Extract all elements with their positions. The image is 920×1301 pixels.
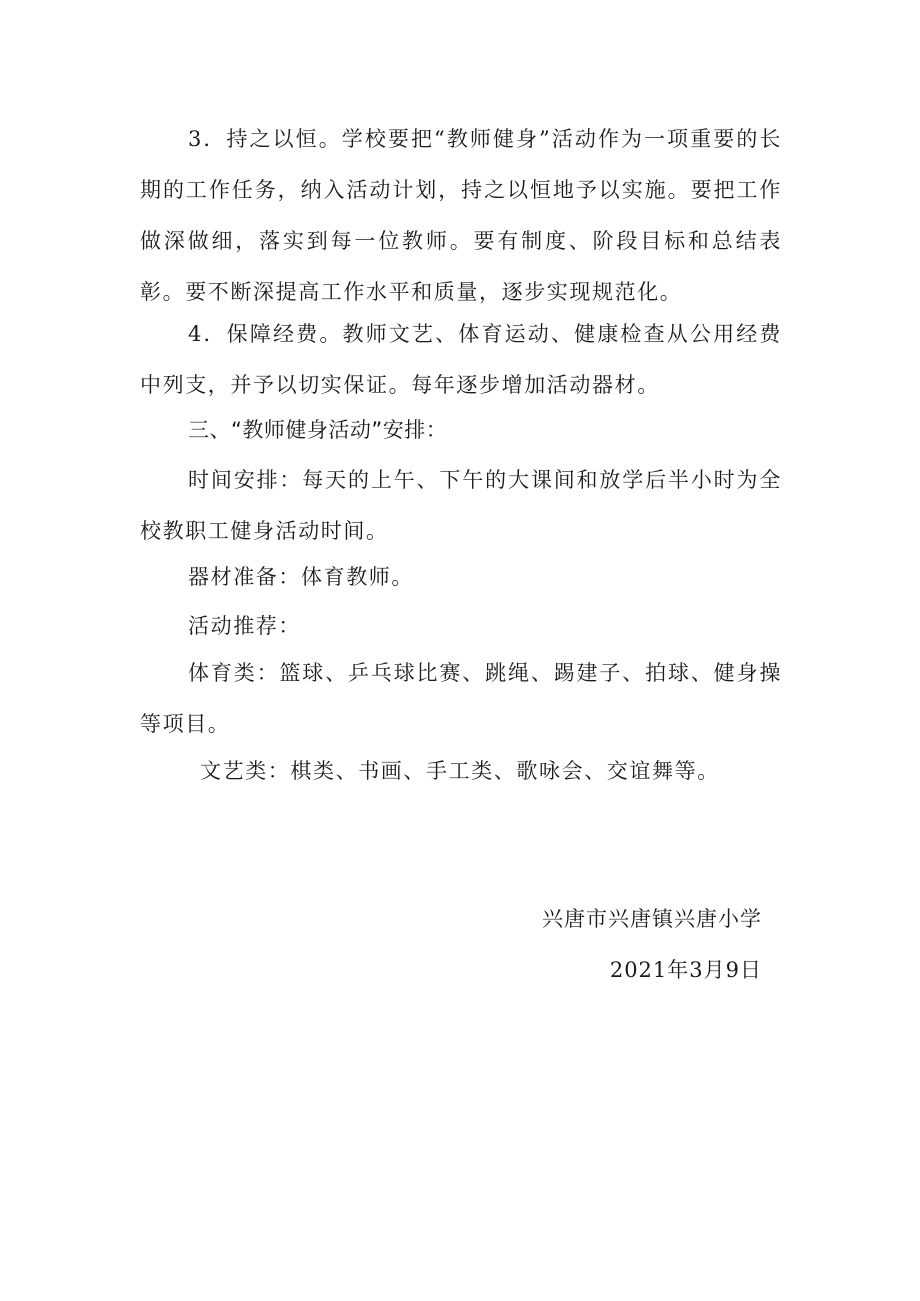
item-4-funding: 4．保障经费。教师文艺、体育运动、健康检查从公用经费中列支，并予以切实保证。每年逐步增加活动器材。	[140, 322, 782, 397]
section-three-heading: 三、“教师健身活动”安排：	[188, 418, 448, 442]
item-3-persistence: 3．持之以恒。学校要把“教师健身”活动作为一项重要的长期的工作任务，纳入活动计划，持之以恒地予以实施。要把工作做深做细，落实到每一位教师。要有制度、阶段目标和总结表彰。要不断深提高工作水平和质量，逐步实现规范化。	[140, 127, 782, 304]
sports-activities: 体育类：篮球、乒乓球比赛、跳绳、踢建子、拍球、健身操等项目。	[140, 661, 782, 736]
activity-recommendation-label: 活动推荐：	[188, 614, 301, 638]
equipment-preparation: 器材准备：体育教师。	[188, 565, 414, 589]
signature-date: 2021年3月9日	[609, 958, 762, 982]
signature-organization: 兴唐市兴唐镇兴唐小学	[542, 907, 762, 931]
arts-activities: 文艺类：棋类、书画、手工类、歌咏会、交谊舞等。	[200, 759, 720, 783]
time-arrangement: 时间安排：每天的上午、下午的大课间和放学后半小时为全校教职工健身活动时间。	[140, 468, 782, 543]
